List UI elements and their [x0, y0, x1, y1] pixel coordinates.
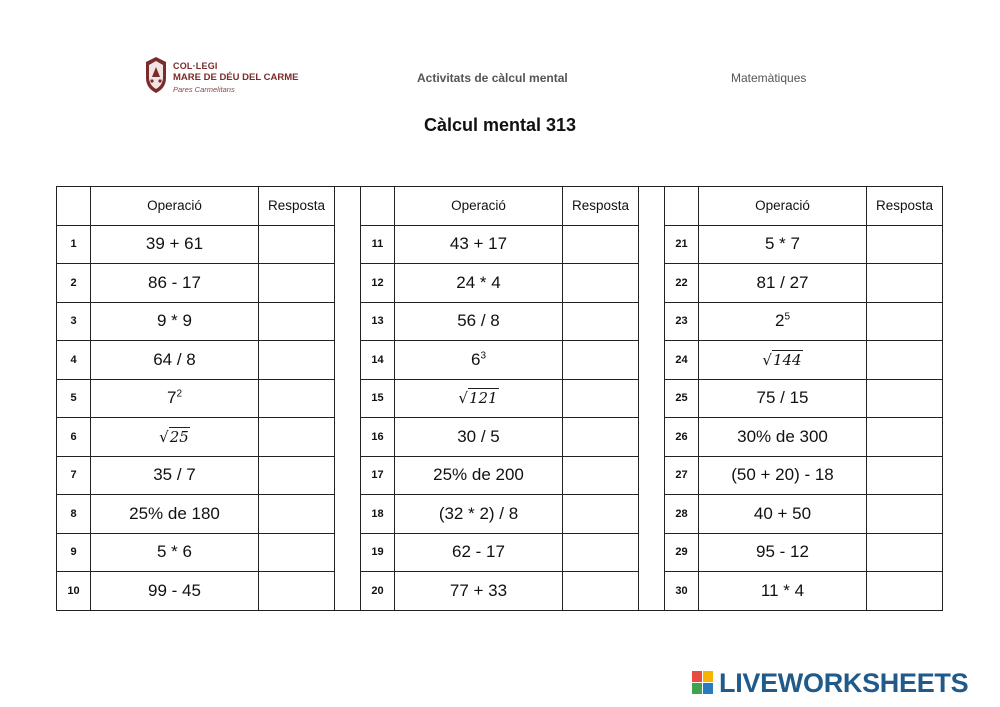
answer-cell[interactable]: [867, 533, 943, 572]
liveworksheets-brand: LIVEWORKSHEETS: [719, 668, 969, 698]
exercise-operation: [91, 379, 259, 418]
header-answer: Resposta: [563, 187, 639, 226]
operation-text: 25% de 200: [433, 465, 524, 485]
operation-text: 5 * 6: [157, 542, 192, 562]
exercise-operation: [91, 456, 259, 495]
operation-text: 62 - 17: [452, 542, 505, 562]
answer-cell[interactable]: [563, 533, 639, 572]
exercise-number: 25: [665, 379, 699, 418]
answer-cell[interactable]: [563, 418, 639, 457]
power-exponent: 3: [480, 350, 487, 362]
exercise-number: 23: [665, 302, 699, 341]
activity-heading: Activitats de càlcul mental: [417, 71, 568, 85]
answer-cell[interactable]: [867, 302, 943, 341]
answer-input[interactable]: [563, 496, 638, 532]
answer-cell[interactable]: [259, 418, 335, 457]
answer-cell[interactable]: [563, 302, 639, 341]
answer-input[interactable]: [563, 303, 638, 339]
exercise-number: 13: [361, 302, 395, 341]
answer-input[interactable]: [867, 303, 942, 339]
table-header-row: [57, 187, 943, 226]
operation-text: 95 - 12: [756, 542, 809, 562]
power-base: 2: [774, 311, 785, 331]
exercise-number: 14: [361, 341, 395, 380]
operation-text: (50 + 20) - 18: [731, 465, 834, 485]
table-row: [57, 302, 943, 341]
operation-text: 5 * 7: [765, 234, 800, 254]
exercise-operation: [699, 341, 867, 380]
exercise-operation: [699, 225, 867, 264]
exercise-number: 20: [361, 572, 395, 611]
answer-cell[interactable]: [563, 225, 639, 264]
exercise-operation: [395, 495, 563, 534]
exercise-number: 7: [57, 456, 91, 495]
operation-text: 77 + 33: [449, 580, 508, 600]
power-base: 6: [470, 349, 481, 369]
school-crest-icon: [143, 56, 169, 94]
header-number-cell: [665, 187, 699, 226]
operation-text: 81 / 27: [756, 272, 809, 292]
answer-input[interactable]: [867, 380, 942, 416]
exercise-operation: [91, 225, 259, 264]
school-name-line1: COL·LEGI: [173, 61, 218, 71]
answer-input[interactable]: [259, 534, 334, 570]
operation-text: 30 / 5: [457, 426, 500, 446]
answer-input[interactable]: [259, 496, 334, 532]
exercise-operation: [91, 495, 259, 534]
exercise-operation: [395, 533, 563, 572]
answer-cell[interactable]: [259, 456, 335, 495]
header-operation: Operació: [699, 187, 867, 226]
table-row: [57, 341, 943, 380]
radicand: 25: [169, 427, 189, 446]
radical-sign-icon: √: [159, 427, 169, 446]
exercise-operation: [91, 341, 259, 380]
answer-input[interactable]: [867, 496, 942, 532]
exercise-operation: [699, 264, 867, 303]
table-row: [57, 495, 943, 534]
exercise-operation: [395, 302, 563, 341]
answer-cell[interactable]: [563, 264, 639, 303]
exercise-operation: [395, 418, 563, 457]
answer-input[interactable]: [259, 419, 334, 455]
exercise-operation: [699, 456, 867, 495]
exercise-operation: [699, 572, 867, 611]
page-title: Càlcul mental 313: [423, 115, 577, 135]
exercise-operation: [699, 495, 867, 534]
answer-input[interactable]: [867, 419, 942, 455]
table-row: [57, 456, 943, 495]
exercise-operation: [91, 533, 259, 572]
radicand: 121: [468, 389, 498, 408]
exercise-operation: [699, 418, 867, 457]
answer-cell[interactable]: [867, 264, 943, 303]
operation-text: 99 - 45: [148, 580, 201, 600]
answer-input[interactable]: [259, 573, 334, 609]
exercise-number: 6: [57, 418, 91, 457]
exercise-number: 28: [665, 495, 699, 534]
answer-input[interactable]: [563, 226, 638, 262]
table-row: [57, 418, 943, 457]
operation-text: 25% de 180: [129, 503, 220, 523]
exercise-number: 3: [57, 302, 91, 341]
column-separator: [639, 187, 665, 611]
exercise-number: 22: [665, 264, 699, 303]
header-answer: Resposta: [867, 187, 943, 226]
header-number-cell: [57, 187, 91, 226]
answer-cell[interactable]: [867, 418, 943, 457]
operation-text: 75 / 15: [756, 388, 809, 408]
exercise-number: 19: [361, 533, 395, 572]
answer-cell[interactable]: [259, 264, 335, 303]
answer-cell[interactable]: [259, 302, 335, 341]
answer-cell[interactable]: [563, 379, 639, 418]
answer-cell[interactable]: [867, 572, 943, 611]
exercise-operation: [395, 225, 563, 264]
square-root-expression: [159, 428, 190, 446]
header-operation: Operació: [91, 187, 259, 226]
exercise-number: 8: [57, 495, 91, 534]
answer-input[interactable]: [259, 380, 334, 416]
answer-input[interactable]: [259, 457, 334, 493]
answer-cell[interactable]: [563, 456, 639, 495]
answer-input[interactable]: [259, 303, 334, 339]
answer-input[interactable]: [563, 380, 638, 416]
exercise-operation: [699, 302, 867, 341]
column-separator: [335, 187, 361, 611]
exercise-number: 29: [665, 533, 699, 572]
answer-input[interactable]: [867, 226, 942, 262]
operation-text: 43 + 17: [449, 234, 508, 254]
header-operation: Operació: [395, 187, 563, 226]
answer-cell[interactable]: [867, 379, 943, 418]
answer-input[interactable]: [563, 419, 638, 455]
radical-sign-icon: √: [458, 389, 468, 408]
exercise-number: 1: [57, 225, 91, 264]
answer-cell[interactable]: [867, 495, 943, 534]
header-answer: Resposta: [259, 187, 335, 226]
exercise-operation: [699, 533, 867, 572]
square-root-expression: [762, 351, 802, 369]
operation-text: 9 * 9: [157, 311, 192, 331]
answer-cell[interactable]: [259, 495, 335, 534]
exercise-operation: [91, 302, 259, 341]
answer-input[interactable]: [867, 342, 942, 378]
power-base: 7: [166, 388, 177, 408]
operation-text: 35 / 7: [153, 465, 196, 485]
exercise-number: 27: [665, 456, 699, 495]
answer-input[interactable]: [259, 342, 334, 378]
exercise-number: 5: [57, 379, 91, 418]
answer-cell[interactable]: [867, 456, 943, 495]
power-exponent: 5: [784, 311, 791, 323]
table-row: [57, 225, 943, 264]
exercise-number: 15: [361, 379, 395, 418]
answer-cell[interactable]: [259, 572, 335, 611]
school-name-line2: MARE DE DÉU DEL CARME: [173, 72, 299, 83]
operation-text: 30% de 300: [737, 426, 828, 446]
exercise-operation: [91, 418, 259, 457]
exercise-operation: [91, 264, 259, 303]
exercise-number: 24: [665, 341, 699, 380]
exercise-number: 26: [665, 418, 699, 457]
answer-cell[interactable]: [867, 341, 943, 380]
operation-text: 24 * 4: [456, 272, 501, 292]
exercise-number: 2: [57, 264, 91, 303]
answer-input[interactable]: [259, 226, 334, 262]
square-root-expression: [458, 389, 498, 407]
header-number-cell: [361, 187, 395, 226]
answer-input[interactable]: [867, 534, 942, 570]
answer-cell[interactable]: [259, 533, 335, 572]
exercise-operation: [395, 341, 563, 380]
exercise-operation: [395, 264, 563, 303]
exercise-table: [56, 186, 943, 611]
exercise-operation: [395, 572, 563, 611]
answer-input[interactable]: [563, 265, 638, 301]
answer-input[interactable]: [867, 457, 942, 493]
answer-input[interactable]: [563, 573, 638, 609]
exercise-operation: [699, 379, 867, 418]
answer-input[interactable]: [867, 573, 942, 609]
exercise-number: 30: [665, 572, 699, 611]
radical-sign-icon: √: [762, 350, 772, 369]
operation-text: 64 / 8: [153, 349, 196, 369]
answer-input[interactable]: [563, 534, 638, 570]
exercise-operation: [91, 572, 259, 611]
school-name-line3: Pares Carmelitans: [173, 85, 235, 94]
answer-cell[interactable]: [259, 341, 335, 380]
exercise-operation: [395, 379, 563, 418]
answer-cell[interactable]: [563, 495, 639, 534]
exercise-number: 17: [361, 456, 395, 495]
exercise-number: 9: [57, 533, 91, 572]
operation-text: 40 + 50: [753, 503, 812, 523]
exercise-number: 12: [361, 264, 395, 303]
exercise-number: 21: [665, 225, 699, 264]
answer-cell[interactable]: [563, 341, 639, 380]
liveworksheets-icon: [692, 671, 714, 695]
school-logo: [143, 56, 313, 98]
answer-input[interactable]: [563, 457, 638, 493]
answer-cell[interactable]: [867, 225, 943, 264]
exercise-number: 11: [361, 225, 395, 264]
exercise-number: 10: [57, 572, 91, 611]
answer-cell[interactable]: [563, 572, 639, 611]
answer-cell[interactable]: [259, 379, 335, 418]
exercise-number: 18: [361, 495, 395, 534]
operation-text: (32 * 2) / 8: [438, 503, 519, 523]
table-row: [57, 572, 943, 611]
operation-text: 11 * 4: [760, 580, 805, 600]
operation-text: 56 / 8: [457, 311, 500, 331]
answer-cell[interactable]: [259, 225, 335, 264]
operation-text: 39 + 61: [145, 234, 204, 254]
operation-text: 86 - 17: [148, 272, 201, 292]
power-exponent: 2: [176, 388, 183, 400]
exercise-operation: [395, 456, 563, 495]
subject-heading: Matemàtiques: [731, 71, 807, 85]
answer-input[interactable]: [867, 265, 942, 301]
table-row: [57, 533, 943, 572]
answer-input[interactable]: [259, 265, 334, 301]
answer-input[interactable]: [563, 342, 638, 378]
table-row: [57, 379, 943, 418]
table-row: [57, 264, 943, 303]
exercise-number: 4: [57, 341, 91, 380]
exercise-number: 16: [361, 418, 395, 457]
radicand: 144: [772, 350, 802, 369]
